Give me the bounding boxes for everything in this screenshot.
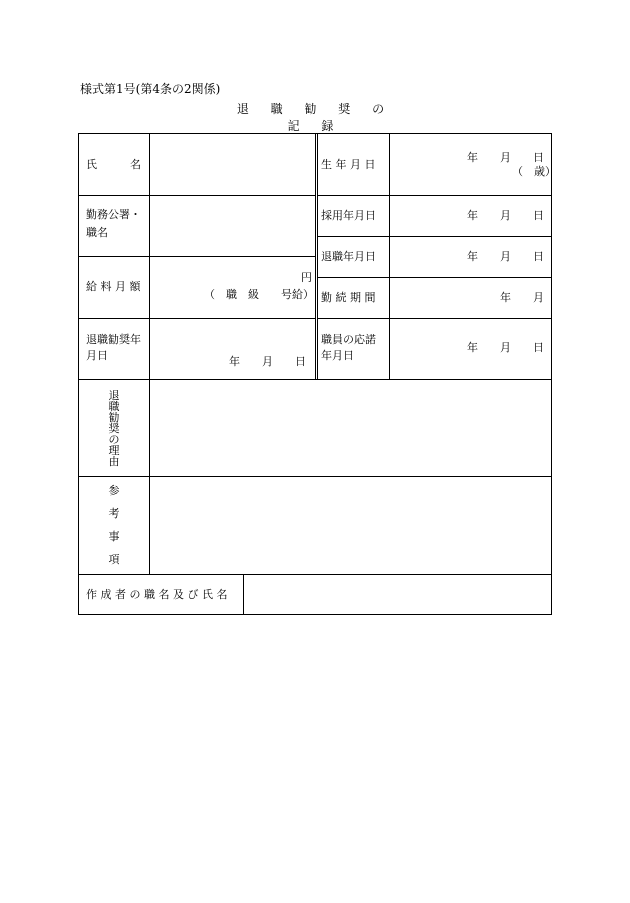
service-label: 勤 続 期 間 [321,291,376,304]
reason-field[interactable] [150,380,551,476]
service-value: 年 月 [500,291,544,304]
hire-label: 採用年月日 [321,209,376,222]
birth-value: 年 月 日 [467,151,544,164]
author-field[interactable] [244,575,551,614]
name-field[interactable] [150,134,315,195]
encourage-date-field[interactable] [150,319,315,379]
post-label-line2: 職名 [86,226,108,239]
consent-label-line1: 職員の応諾 [321,333,376,346]
reason-label: 退 職 勧 奨 の 理 由 [108,389,120,468]
retirement-encouragement-form [78,133,556,615]
consent-label-line2: 年月日 [321,349,354,362]
retire-value: 年 月 日 [467,250,544,263]
age-value: （ 歳） [512,165,556,178]
salary-field[interactable] [150,257,315,318]
birth-label: 生 年 月 日 [321,158,376,171]
document-title: 退 職 勧 奨 の 記 録 [236,102,394,133]
retire-label: 退職年月日 [321,250,376,263]
notes-label: 参 考 事 項 [108,484,120,566]
encourage-date-value: 年 月 日 [229,355,306,368]
hire-value: 年 月 日 [467,209,544,222]
salary-label: 給 料 月 額 [86,280,141,293]
name-label: 氏 名 [86,158,141,171]
form-code: 様式第1号(第4条の2関係) [80,82,221,96]
post-field[interactable] [150,196,315,256]
consent-value: 年 月 日 [467,341,544,354]
post-label-line1: 勤務公署・ [86,208,141,221]
encourage-date-label-line1: 退職勧奨年 [86,333,141,346]
salary-yen: 円 [301,271,312,284]
salary-grade: （ 職 級 号給） [204,288,314,301]
notes-field[interactable] [150,477,551,574]
encourage-date-label-line2: 月日 [86,349,108,362]
author-label: 作 成 者 の 職 名 及 び 氏 名 [86,588,228,601]
